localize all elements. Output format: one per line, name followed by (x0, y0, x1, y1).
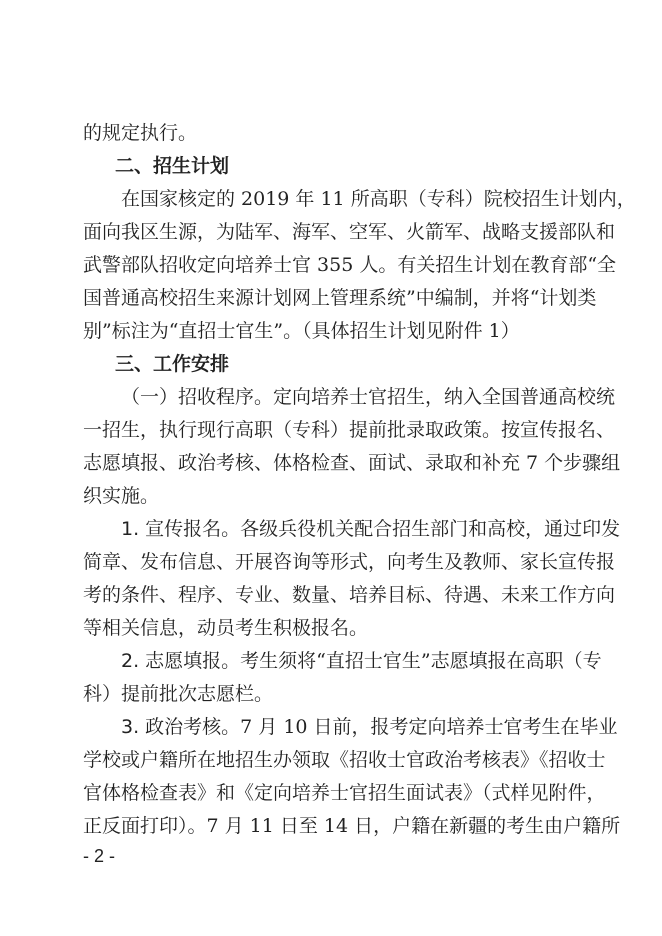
text-line: 一招生，执行现行高职（专科）提前批录取政策。按宣传报名、 (83, 419, 616, 441)
text-line: 简章、发布信息、开展咨询等形式，向考生及教师、家长宣传报 (83, 551, 616, 573)
text-line: 武警部队招收定向培养士官 355 人。有关招生计划在教育部“全 (83, 254, 617, 276)
text-line: 别”标注为“直招士官生”。（具体招生计划见附件 1） (83, 320, 520, 342)
text-line: 科）提前批次志愿栏。 (83, 683, 274, 705)
text-line: 学校或户籍所在地招生办领取《招收士官政治考核表》《招收士 (83, 749, 606, 771)
text-line: 面向我区生源，为陆军、海军、空军、火箭军、战略支援部队和 (83, 221, 616, 243)
document-body (83, 117, 636, 843)
item-lead: 2. 志愿填报。 (121, 650, 241, 672)
paragraph-start (83, 645, 602, 678)
page-number: - 2 - (83, 846, 116, 866)
item-lead: 1. 宣传报名。 (121, 518, 241, 540)
text-run: 各级兵役机关配合招生部门和高校，通过印发 (240, 518, 621, 540)
text-line: 志愿填报、政治考核、体格检查、面试、录取和补充 7 个步骤组 (83, 452, 621, 474)
text-line: 等相关信息，动员考生积极报名。 (83, 617, 369, 639)
subsection-lead: （一）招收程序。 (121, 386, 274, 408)
text-line: 在国家核定的 2019 年 11 所高职（专科）院校招生计划内， (121, 188, 636, 210)
text-line: 考的条件、程序、专业、数量、培养目标、待遇、未来工作方向 (83, 584, 616, 606)
paragraph-start (83, 381, 616, 414)
text-line: 的规定执行。 (83, 122, 198, 144)
text-line: 织实施。 (83, 485, 160, 507)
text-line: 正反面打印）。7 月 11 日至 14 日，户籍在新疆的考生由户籍所 (83, 815, 621, 837)
item-lead: 3. 政治考核。 (121, 716, 241, 738)
paragraph-start (83, 711, 618, 744)
text-run: 7 月 10 日前，报考定向培养士官考生在毕业 (240, 716, 618, 738)
paragraph-start (83, 513, 621, 546)
section-heading: 二、招生计划 (115, 155, 230, 177)
text-run: 考生须将“直招士官生”志愿填报在高职（专 (240, 650, 602, 672)
text-line: 官体格检查表》和《定向培养士官招生面试表》（式样见附件， (83, 782, 606, 804)
text-line: 国普通高校招生来源计划网上管理系统”中编制，并将“计划类 (83, 287, 597, 309)
section-heading: 三、工作安排 (115, 353, 230, 375)
text-run: 定向培养士官招生，纳入全国普通高校统 (273, 386, 616, 408)
